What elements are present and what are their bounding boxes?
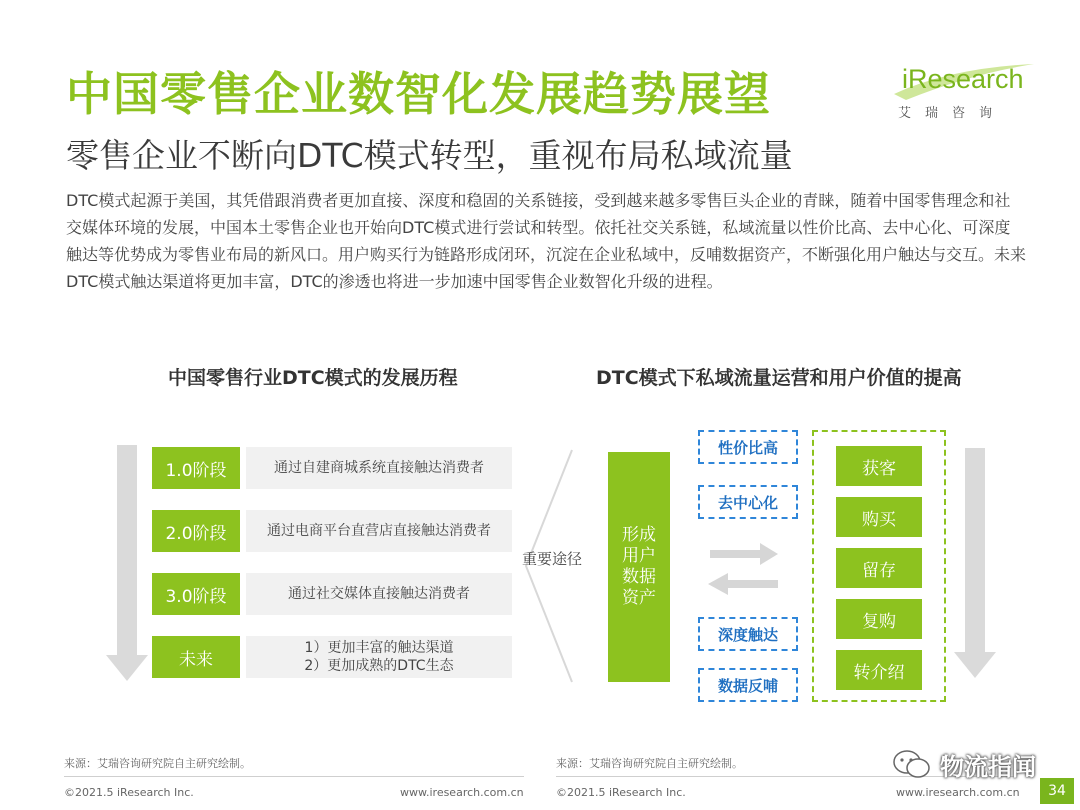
wechat-icon [892,748,932,780]
footer-divider [64,776,524,777]
watermark-text: 物流指闻 [940,752,1036,781]
stage-description: 通过电商平台直营店直接触达消费者 [246,510,512,552]
stage-description-line: 1）更加丰富的触达渠道 [304,640,454,656]
stage-label: 3.0阶段 [152,573,240,615]
logo-wordmark: iResearch [902,64,1024,94]
exchange-arrows-icon [706,542,780,596]
stage-description: 通过社交媒体直接触达消费者 [246,573,512,615]
feature-pill: 数据反哺 [698,668,798,702]
logo-chinese-name: 艾瑞咨询 [898,106,1007,121]
website-link[interactable]: www.iresearch.com.cn [896,786,1020,799]
right-section-title: DTC模式下私域流量运营和用户价值的提高 [596,367,962,389]
stage-row [152,573,512,615]
stage-description [246,636,512,678]
copyright-text: ©2021.5 iResearch Inc. [64,786,194,799]
feature-pill: 性价比高 [698,430,798,464]
stage-description: 通过自建商城系统直接触达消费者 [246,447,512,489]
user-data-asset-box [608,452,670,682]
user-value-item: 获客 [836,446,922,486]
value-down-arrow-icon [952,448,998,682]
route-label: 重要途径 [522,550,583,568]
page-subtitle: 零售企业不断向DTC模式转型，重视布局私域流量 [66,136,793,175]
stage-label: 1.0阶段 [152,447,240,489]
feature-pill: 深度触达 [698,617,798,651]
user-value-item: 转介绍 [836,650,922,690]
timeline-down-arrow-icon [104,445,150,685]
iresearch-logo [890,60,1040,126]
box-text-line: 资产 [622,588,656,608]
feature-pill: 去中心化 [698,485,798,519]
website-link[interactable]: www.iresearch.com.cn [400,786,524,799]
stage-row [152,636,512,678]
intro-paragraph: DTC模式起源于美国，其凭借跟消费者更加直接、深度和稳固的关系链接，受到越来越多零售巨头企业的青睐，随着中国零售理念和社交媒体环境的发展，中国本土零售企业也开始向DTC模式进行尝试和转型。依托社交关系链，私域流量以性价比高、去中心化、可深度触达等优势成为零售业布局的新风口。用户购买行为链路形成闭环，沉淀在企业私域中，反哺数据资产，不断强化用户触达与交互。未来DTC模式触达渠道将更加丰富，DTC的渗透也将进一步加速中国零售企业数智化升级的进程。 [66,191,1027,291]
box-text-line: 用户 [622,546,656,566]
page-number: 34 [1040,778,1074,804]
user-value-item: 留存 [836,548,922,588]
user-value-item: 购买 [836,497,922,537]
stage-label: 2.0阶段 [152,510,240,552]
page-title: 中国零售企业数智化发展趋势展望 [66,67,771,121]
source-note: 来源：艾瑞咨询研究院自主研究绘制。 [64,757,251,770]
stage-row [152,510,512,552]
user-value-item: 复购 [836,599,922,639]
box-text-line: 形成 [622,525,656,545]
stage-label: 未来 [152,636,240,678]
watermark [892,744,1042,784]
left-section-title: 中国零售行业DTC模式的发展历程 [168,367,458,389]
stage-row [152,447,512,489]
stage-description-line: 2）更加成熟的DTC生态 [304,658,454,674]
box-text-line: 数据 [622,567,656,587]
source-note: 来源：艾瑞咨询研究院自主研究绘制。 [556,757,743,770]
copyright-text: ©2021.5 iResearch Inc. [556,786,686,799]
